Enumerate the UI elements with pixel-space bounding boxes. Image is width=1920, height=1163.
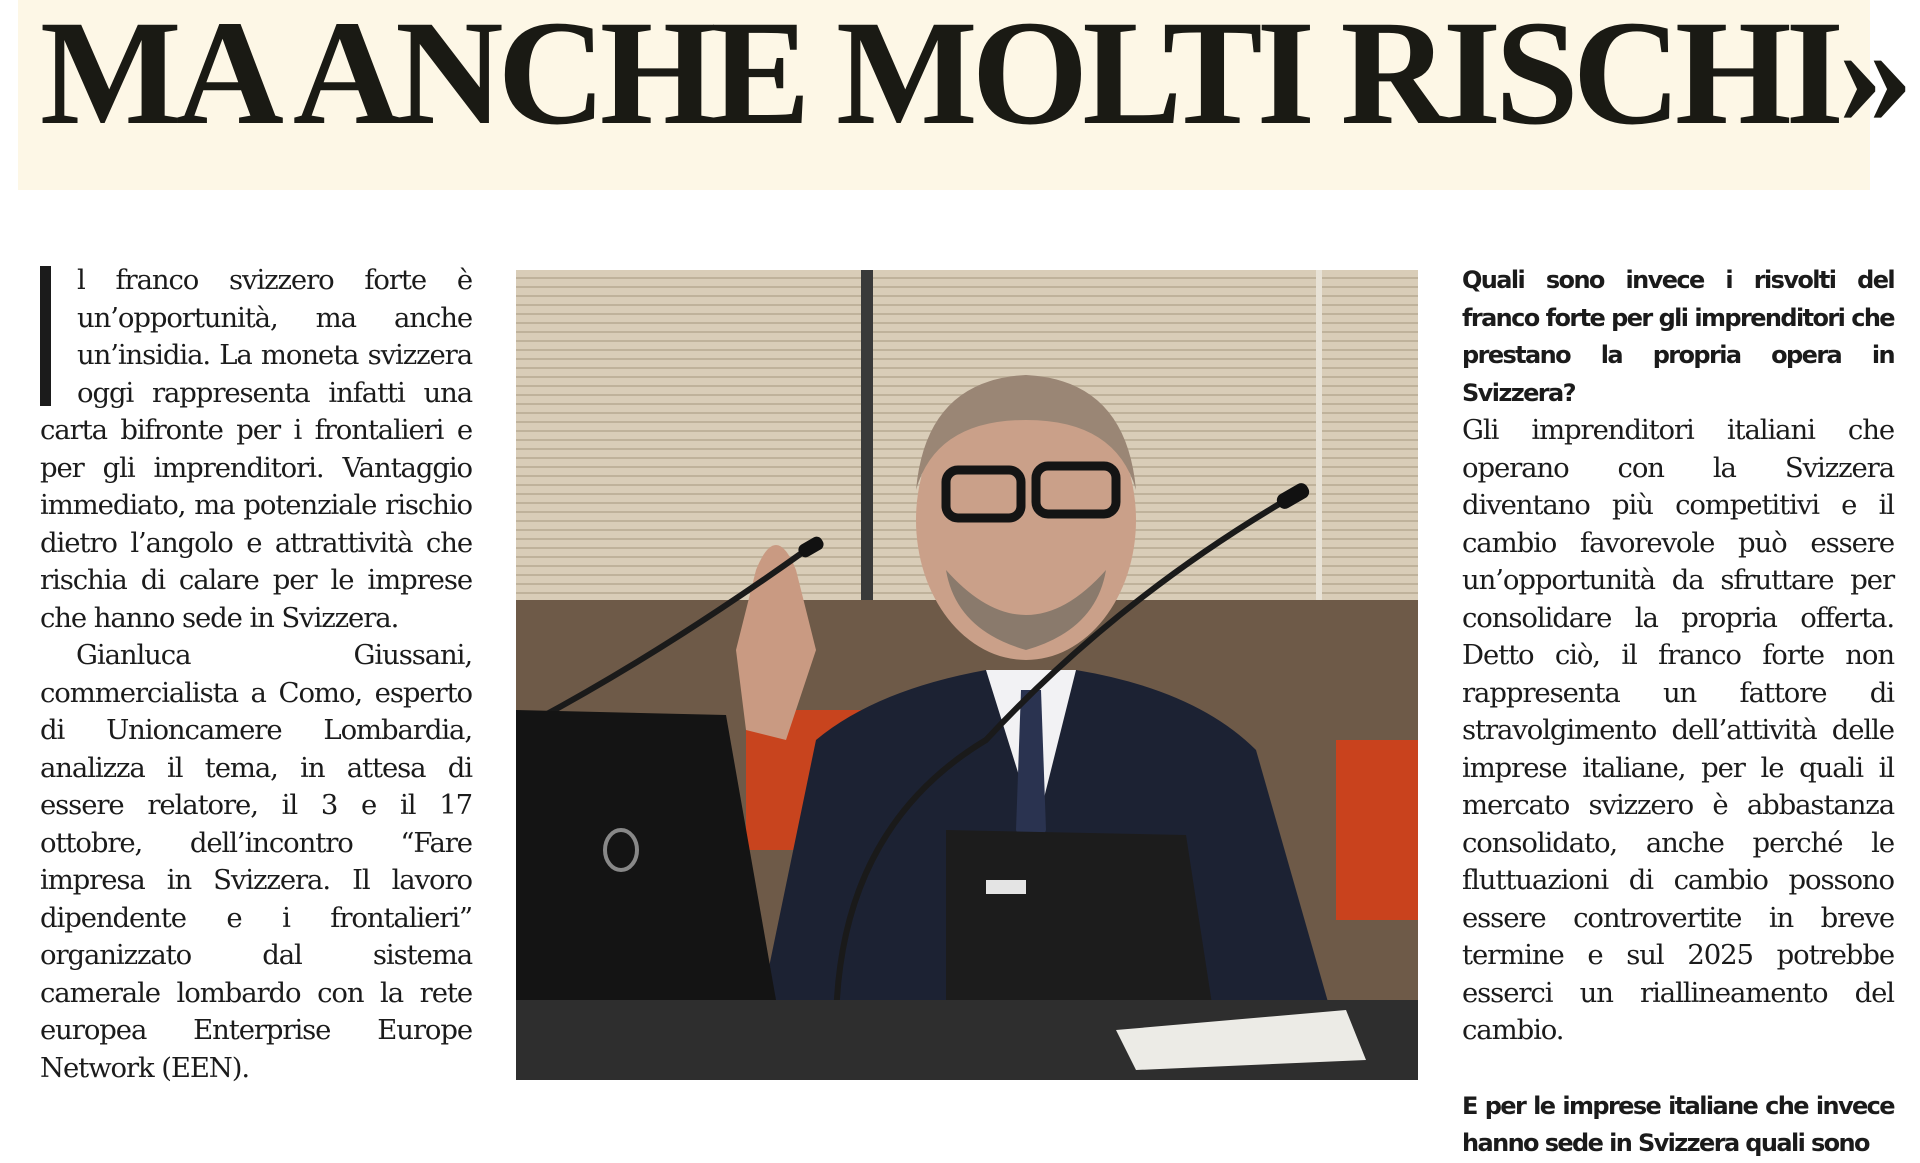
question-2: E per le imprese italiane che invece hanno sede in Svizzera quali sono — [1462, 1091, 1894, 1157]
headline: MA ANCHE MOLTI RISCHI» — [40, 0, 1907, 156]
dropcap-i — [40, 266, 51, 406]
speaker-photo — [516, 270, 1418, 1080]
spacer — [1462, 1050, 1894, 1088]
paragraph-1: l franco svizzero forte è un’opportunità, ma anche un’insidia. La moneta svizzera oggi rappresenta infatti una carta bifronte per i frontalieri e per gli imprenditori. Vantaggio immediato, ma potenziale rischio dietro l’angolo e attrattività che rischia di calare per le imprese che hanno sede in Svizzera. — [40, 264, 472, 634]
answer-1: Gli imprenditori italiani che operano con la Svizzera diventano più competitivi e il cambio favorevole può essere un’opportunità da sfruttare per consolidare la propria offerta. Detto ciò, il franco forte non rappresenta un fattore di stravolgimento dell’attività delle imprese italiane, per le quali il mercato svizzero è abbastanza consolidato, anche perché le fluttuazioni di cambio possono essere controvertite in breve termine e sul 2025 potrebbe esserci un riallineamento del cambio. — [1462, 414, 1894, 1046]
right-column — [1462, 262, 1894, 1157]
speaker-photo-illustration — [516, 270, 1418, 1080]
left-column — [40, 262, 472, 1084]
paragraph-2: Gianluca Giussani, commercialista a Como, esperto di Unioncamere Lombardia, analizza il tema, in attesa di essere relatore, il 3 e il 17 ottobre, dell’incontro “Fare impresa in Svizzera. Il lavoro dipendente e i frontalieri” organizzato dal sistema camerale lombardo con la rete europea Enterprise Europe Network (EEN). — [40, 639, 472, 1084]
question-1: Quali sono invece i risvolti del franco forte per gli imprenditori che prestano la propria opera in Svizzera? — [1462, 266, 1894, 407]
